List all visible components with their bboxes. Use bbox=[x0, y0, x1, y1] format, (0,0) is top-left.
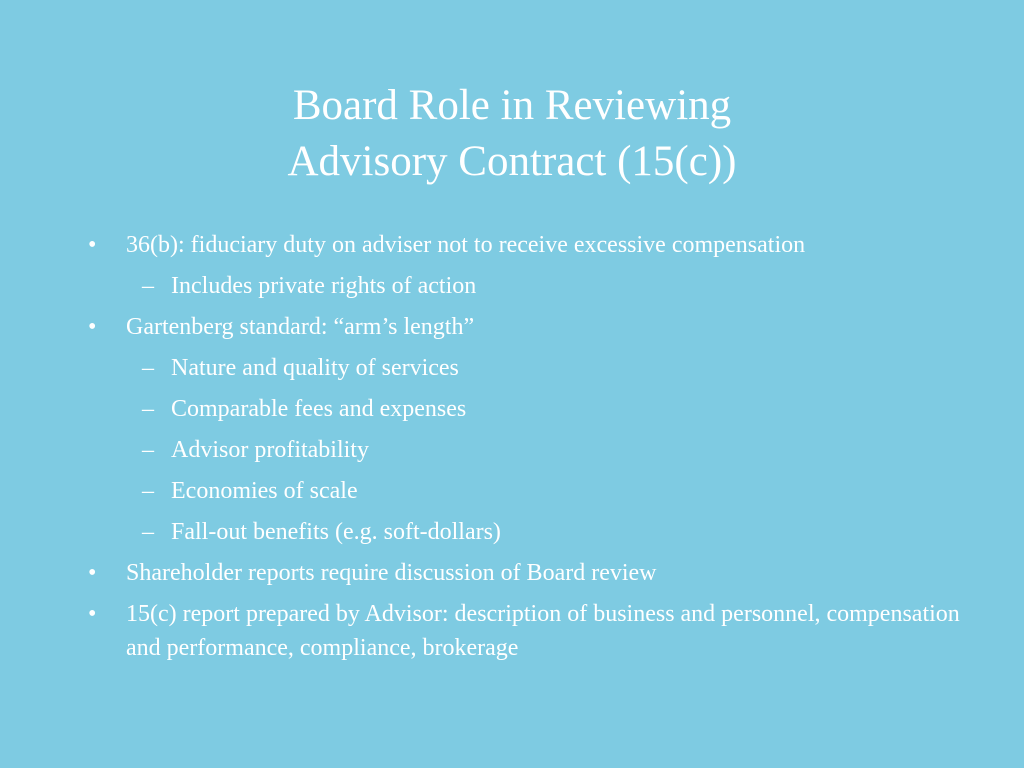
list-item-text: Economies of scale bbox=[171, 478, 358, 504]
sub-bullet-marker: – bbox=[142, 519, 154, 545]
sub-bullet-marker: – bbox=[142, 437, 154, 463]
list-item-text: 15(c) report prepared by Advisor: description of business and personnel, compensation and performance, compliance, brokerage bbox=[126, 601, 960, 661]
sub-bullet-marker: – bbox=[142, 396, 154, 422]
bullet-marker: • bbox=[88, 314, 97, 340]
list-item-text: Advisor profitability bbox=[171, 437, 369, 463]
list-item-text: Comparable fees and expenses bbox=[171, 396, 467, 422]
list-item-text: Shareholder reports require discussion of Board review bbox=[126, 560, 657, 586]
list-item-text: Fall-out benefits (e.g. soft-dollars) bbox=[171, 519, 501, 545]
bullet-marker: • bbox=[88, 560, 97, 586]
slide-title-line-2: Advisory Contract (15(c)) bbox=[287, 138, 737, 185]
sub-bullet-marker: – bbox=[142, 355, 154, 381]
list-item-text: 36(b): fiduciary duty on adviser not to receive excessive compensation bbox=[126, 232, 806, 258]
sub-bullet-marker: – bbox=[142, 273, 154, 299]
slide-title-line-1: Board Role in Reviewing bbox=[292, 82, 732, 129]
bullet-marker: • bbox=[88, 601, 97, 627]
sub-bullet-marker: – bbox=[142, 478, 154, 504]
list-item-text: Includes private rights of action bbox=[171, 273, 477, 299]
bullet-marker: • bbox=[88, 232, 97, 258]
list-item-text: Nature and quality of services bbox=[171, 355, 459, 381]
list-item-text: Gartenberg standard: “arm’s length” bbox=[126, 314, 475, 340]
